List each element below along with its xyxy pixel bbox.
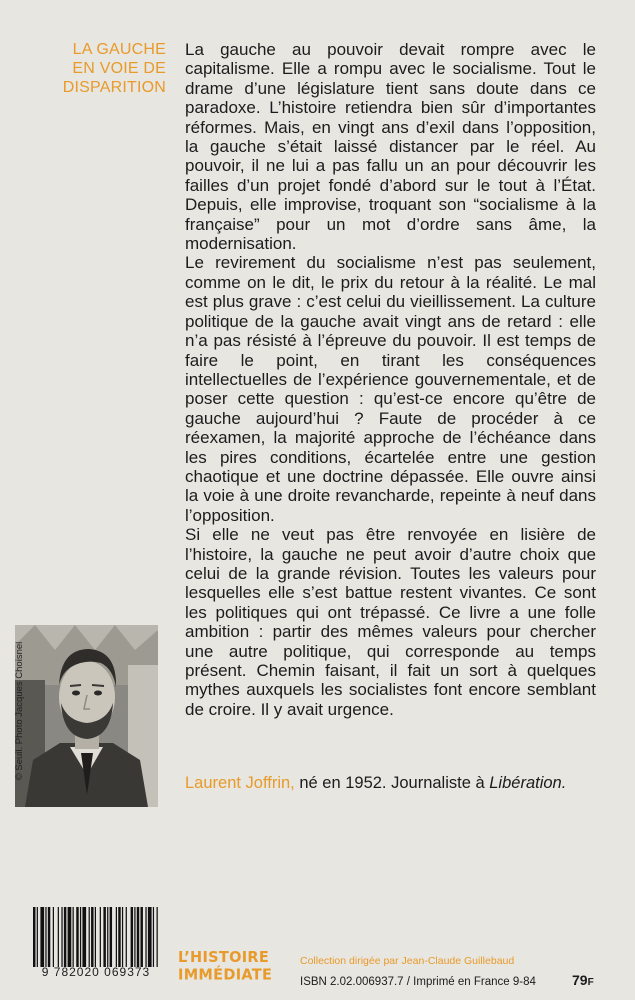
- blurb-paragraph-2: Le revirement du socialisme n’est pas seulement, comme on le dit, le prix du retour à la réalité. Le mal est plus grave : c’est celui du vieillissement. La culture politique de la gauche avait vingt ans de retard : elle n’a pas résisté à l’épreuve du pouvoir. Il est temps de faire le point, en tirant les conséquences intellectuelles de l’expérience gouvernementale, et de poser cette question : qu’est-ce encore qu’être de gauche aujourd’hui ? Faute de procéder à ce réexamen, la majorité approche de l’échéance dans les pires conditions, écartelée entre une gestion chaotique et une doctrine dépassée. Elle ouvre ainsi la voie à une droite revancharde, repeinte à neuf dans l’opposition.: [185, 253, 596, 525]
- author-portrait-image: [15, 625, 158, 807]
- price: [572, 972, 594, 988]
- price-amount: 79: [572, 972, 588, 988]
- series-logo-line-1: L’HISTOIRE: [178, 949, 270, 966]
- book-title: [40, 40, 166, 97]
- price-unit: F: [587, 977, 594, 988]
- author-bio-text: né en 1952. Journaliste à: [294, 774, 490, 792]
- blurb-paragraph-1: La gauche au pouvoir devait rompre avec le capitalisme. Elle a rompu avec le socialisme. Tout le drame d’une législature tient sans doute dans ce paradoxe. L’histoire retiendra bien sûr d’importantes réformes. Mais, en vingt ans d’exil dans l’opposition, la gauche s’était laissé distancer par le réel. Au pouvoir, il ne lui a pas fallu un an pour découvrir les failles d’un projet fondé d’abord sur le tout à l’État. Depuis, elle improvise, troquant son “socialisme à la française” pour un mot d’ordre sans âme, la modernisation.: [185, 40, 596, 254]
- author-name: Laurent Joffrin,: [185, 774, 295, 792]
- author-bio-publication: Libération.: [489, 774, 567, 792]
- isbn-line: ISBN 2.02.006937.7 / Imprimé en France 9-84: [300, 976, 536, 988]
- book-title-line-1: LA GAUCHE: [72, 41, 166, 58]
- blurb-text: [185, 40, 596, 719]
- book-title-line-3: DISPARITION: [62, 79, 166, 96]
- collection-editor: Collection dirigée par Jean-Claude Guillebaud: [300, 955, 515, 967]
- series-logo-line-2: IMMÉDIATE: [178, 967, 273, 984]
- author-photo: [15, 625, 158, 807]
- blurb-paragraph-3: Si elle ne veut pas être renvoyée en lisière de l’histoire, la gauche ne peut avoir d’autre choix que celui de la grande révision. Toutes les valeurs pour lesquelles elle s’est battue restent vivantes. Ce sont les politiques qui ont trépassé. Ce livre a une folle ambition : partir des mêmes valeurs pour chercher une autre politique, qui corresponde au temps présent. Chemin faisant, il fait un sort à quelques mythes auxquels les socialistes font encore semblant de croire. Il y avait urgence.: [185, 525, 596, 719]
- series-logo: [178, 949, 294, 985]
- author-bio: [185, 773, 596, 793]
- barcode-digits: 9 782020 069373: [41, 965, 151, 979]
- barcode: [33, 907, 159, 979]
- book-title-line-2: EN VOIE DE: [72, 60, 166, 77]
- photo-credit: © Seuil. Photo Jacques Choisnel: [14, 641, 25, 781]
- barcode-bars: [33, 907, 159, 967]
